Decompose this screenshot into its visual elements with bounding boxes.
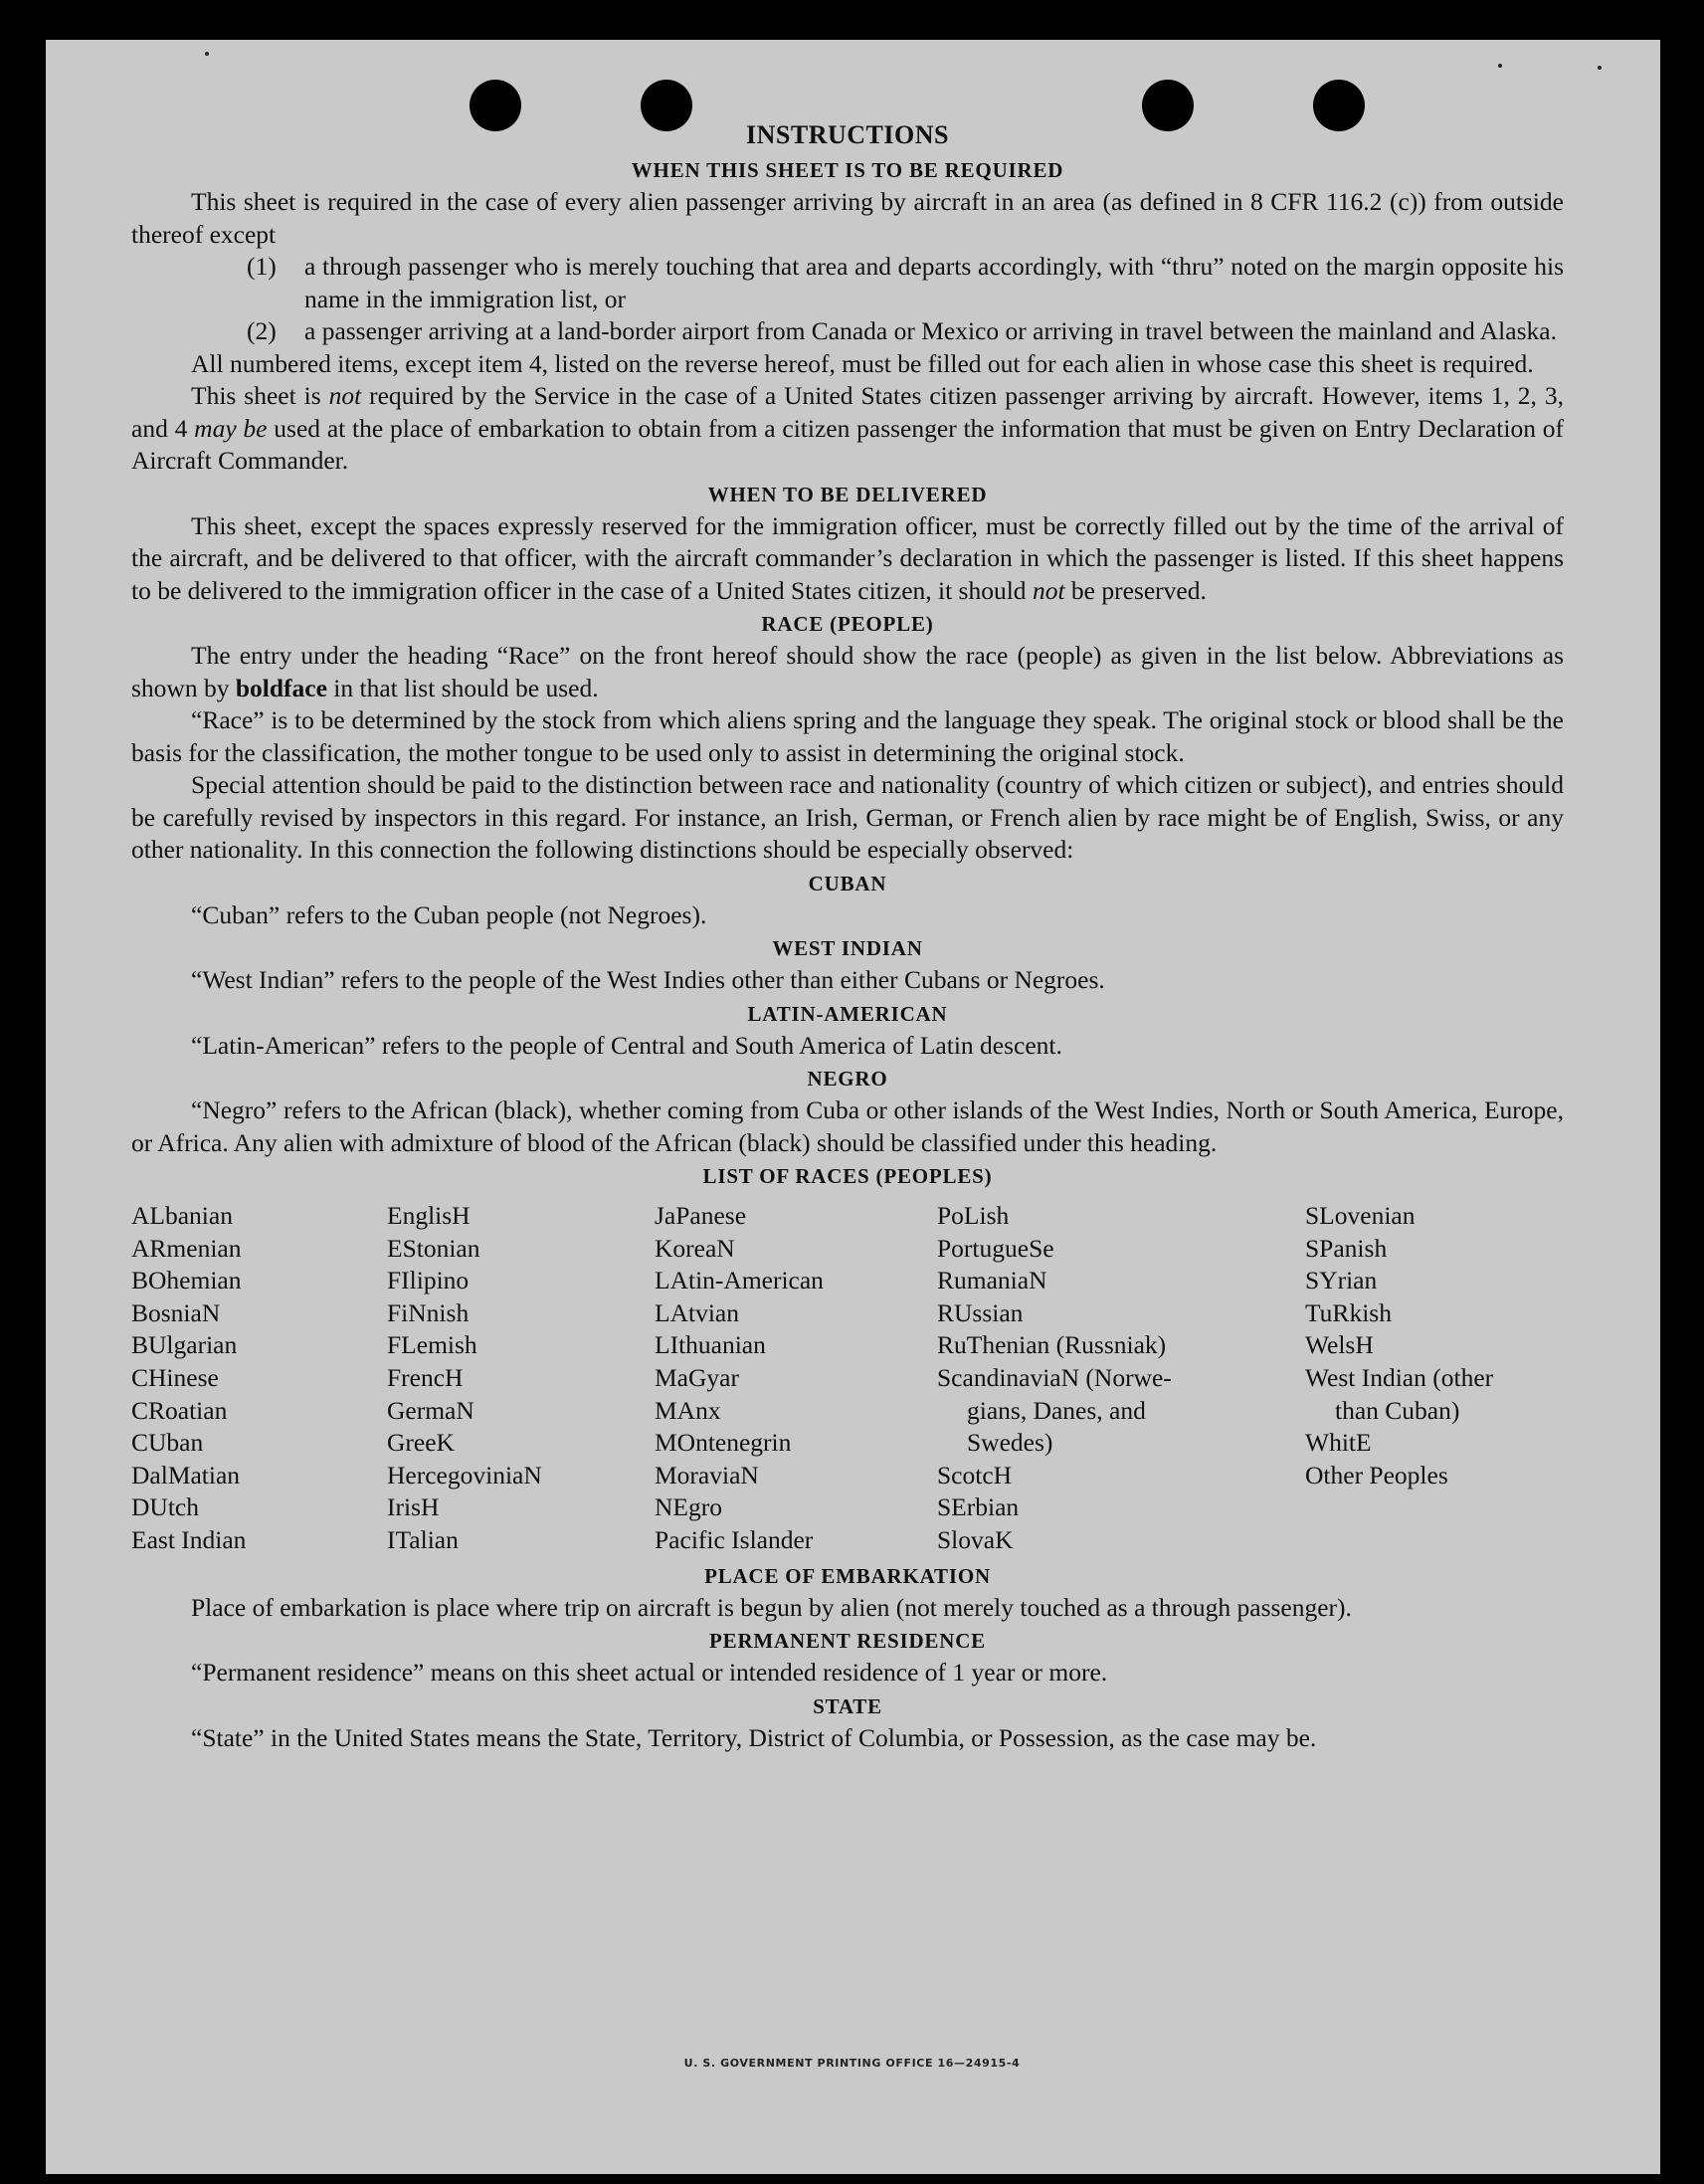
paragraph: This sheet is required in the case of every alien passenger arriving by aircraft in an area (as defined in 8 CFR 116.2 (c)) from outside thereof except — [131, 187, 1564, 249]
race-entry: CRoatian — [131, 1395, 228, 1425]
race-entry: PoLish — [937, 1201, 1010, 1230]
race-entry: HercegoviniaN — [387, 1460, 542, 1489]
item-number: (1) — [247, 252, 277, 281]
race-entry: EStonian — [387, 1233, 480, 1263]
race-entry: SlovaK — [937, 1524, 1014, 1554]
race-entry: SLovenian — [1305, 1201, 1416, 1230]
section-heading-negro: NEGRO — [807, 1067, 888, 1091]
race-entry: LAtvian — [655, 1297, 739, 1327]
paragraph: Place of embarkation is place where trip on aircraft is begun by alien (not merely touched as a through passenger). — [191, 1592, 1352, 1622]
races-list — [131, 1200, 1564, 1557]
bold-text: boldface — [235, 673, 327, 702]
paragraph: Special attention should be paid to the distinction between race and nationality (country of which citizen or subject), and entries should be carefully revised by inspectors in this regard. For instance, an Irish, German, or French alien by race might be of English, Swiss, or any other nationality. In this connection the following distinctions should be especially observed: — [131, 770, 1564, 864]
speck — [1498, 64, 1502, 68]
races-column — [387, 1200, 655, 1557]
section-heading-state: STATE — [813, 1693, 882, 1718]
race-entry: BosniaN — [131, 1297, 221, 1327]
text-run: be preserved. — [1064, 575, 1207, 605]
race-entry: RUssian — [937, 1297, 1024, 1327]
race-entry: FLemish — [387, 1330, 477, 1360]
section-heading-cuban: CUBAN — [808, 871, 887, 895]
race-entry: SPanish — [1305, 1233, 1388, 1263]
races-column — [655, 1200, 937, 1557]
paragraph: All numbered items, except item 4, listed on the reverse hereof, must be filled out for each alien in whose case this sheet is required. — [191, 348, 1534, 378]
race-entry: MOntenegrin — [655, 1428, 792, 1458]
race-entry: LIthuanian — [655, 1330, 766, 1360]
race-entry: GreeK — [387, 1428, 455, 1458]
race-entry: RumaniaN — [937, 1266, 1047, 1295]
race-entry: RuThenian (Russniak) — [937, 1330, 1167, 1360]
race-entry-continuation: gians, Danes, and — [967, 1395, 1146, 1425]
section-heading-when-required: WHEN THIS SHEET IS TO BE REQUIRED — [631, 158, 1064, 182]
text-run: The entry under the heading “Race” on the front hereof should show the race (people) as given in the list below. Abbreviations as shown by — [131, 641, 1564, 702]
section-heading-latin-american: LATIN-AMERICAN — [747, 1001, 948, 1026]
race-entry: East Indian — [131, 1524, 247, 1554]
paragraph — [131, 640, 1564, 704]
race-entry-continuation: Swedes) — [967, 1428, 1053, 1458]
race-entry: CUban — [131, 1428, 204, 1458]
section-heading-place-of-embarkation: PLACE OF EMBARKATION — [704, 1563, 991, 1588]
text-run: in that list should be used. — [326, 673, 599, 702]
race-entry: FiNnish — [387, 1297, 470, 1327]
instructions-content — [131, 117, 1564, 1754]
item-text: a through passenger who is merely touching that area and departs accordingly, with “thru” noted on the margin opposite his name in the immigration list, or — [304, 252, 1564, 313]
item-number: (2) — [247, 316, 277, 345]
race-entry: MoraviaN — [655, 1460, 759, 1489]
section-heading-list-of-races: LIST OF RACES (PEOPLES) — [702, 1164, 993, 1188]
race-entry: ARmenian — [131, 1233, 242, 1263]
speck — [205, 52, 209, 56]
race-entry: BUlgarian — [131, 1330, 238, 1360]
paragraph: “Race” is to be determined by the stock from which aliens spring and the language they speak. The original stock or blood shall be the basis for the classification, the mother tongue to be used only to assist in determining the original stock. — [131, 705, 1564, 767]
speck — [1598, 66, 1602, 70]
race-entry: MAnx — [655, 1395, 721, 1425]
race-entry: NEgro — [655, 1492, 722, 1522]
list-item — [247, 251, 1564, 315]
race-entry: JaPanese — [655, 1201, 747, 1230]
race-entry: BOhemian — [131, 1266, 242, 1295]
race-entry: FIlipino — [387, 1266, 470, 1295]
paragraph — [131, 380, 1564, 478]
text-run: used at the place of embarkation to obtain from a citizen passenger the information that must be given on Entry Declaration of Aircraft Commander. — [131, 413, 1564, 475]
race-entry: WelsH — [1305, 1330, 1374, 1360]
race-entry: ITalian — [387, 1524, 459, 1554]
race-entry: DalMatian — [131, 1460, 241, 1489]
section-heading-permanent-residence: PERMANENT RESIDENCE — [709, 1629, 986, 1654]
race-entry: WhitE — [1305, 1428, 1372, 1458]
paragraph: “West Indian” refers to the people of the West Indies other than either Cubans or Negroes. — [191, 965, 1105, 994]
race-entry: IrisH — [387, 1492, 440, 1522]
race-entry: DUtch — [131, 1492, 199, 1522]
race-entry: KoreaN — [655, 1233, 735, 1263]
paragraph: “Permanent residence” means on this sheet actual or intended residence of 1 year or more. — [191, 1658, 1108, 1688]
race-entry: ScotcH — [937, 1460, 1013, 1489]
race-entry: FrencH — [387, 1362, 464, 1392]
race-entry: PortugueSe — [937, 1233, 1054, 1263]
paragraph: “Latin-American” refers to the people of Central and South America of Latin descent. — [191, 1030, 1062, 1060]
paragraph: “Cuban” refers to the Cuban people (not Negroes). — [191, 899, 707, 929]
race-entry: EnglisH — [387, 1201, 471, 1230]
race-entry: TuRkish — [1305, 1297, 1392, 1327]
italic-text: not — [1032, 575, 1065, 605]
race-entry: LAtin-American — [655, 1266, 824, 1295]
text-run: This sheet is — [191, 381, 329, 410]
printing-office-imprint: U. S. GOVERNMENT PRINTING OFFICE 16—24915-4 — [683, 2057, 1021, 2070]
race-entry: SYrian — [1305, 1266, 1378, 1295]
italic-text: not — [328, 381, 362, 410]
race-entry: ALbanian — [131, 1201, 233, 1230]
text-run: This sheet, except the spaces expressly reserved for the immigration officer, must be correctly filled out by the time of the arrival of the aircraft, and be delivered to that officer, with the aircraft commander’s declaration in which the passenger is listed. If this sheet happens to be delivered to the immigration officer in the case of a United States citizen, it should — [131, 510, 1564, 605]
italic-text: may be — [194, 413, 268, 443]
race-entry: CHinese — [131, 1362, 219, 1392]
races-column — [937, 1200, 1305, 1557]
race-entry: Pacific Islander — [655, 1524, 814, 1554]
item-text: a passenger arriving at a land-border airport from Canada or Mexico or arriving in travel between the mainland and Alaska. — [304, 316, 1557, 345]
races-column — [131, 1200, 387, 1557]
race-entry: GermaN — [387, 1395, 474, 1425]
races-column — [1305, 1200, 1564, 1557]
section-heading-race: RACE (PEOPLE) — [761, 612, 934, 636]
section-heading-west-indian: WEST INDIAN — [772, 936, 923, 960]
paragraph: “Negro” refers to the African (black), whether coming from Cuba or other islands of the West Indies, North or South America, Europe, or Africa. Any alien with admixture of blood of the African (black) should be classified under this heading. — [131, 1095, 1564, 1157]
race-entry: SErbian — [937, 1492, 1020, 1522]
page-title: INSTRUCTIONS — [746, 120, 949, 149]
race-entry: Other Peoples — [1305, 1460, 1448, 1489]
race-entry-continuation: than Cuban) — [1335, 1395, 1460, 1425]
paragraph: “State” in the United States means the State, Territory, District of Columbia, or Possession, as the case may be. — [191, 1722, 1317, 1752]
race-entry: West Indian (other — [1305, 1362, 1494, 1392]
paragraph — [131, 510, 1564, 608]
section-heading-when-delivered: WHEN TO BE DELIVERED — [707, 482, 988, 506]
race-entry: MaGyar — [655, 1362, 739, 1392]
text-run: required by the Service in the case of a United States citizen passenger arriving by aircraft. However, items 1, 2, 3, and 4 — [131, 381, 1564, 443]
race-entry: ScandinaviaN (Norwe- — [937, 1362, 1172, 1392]
list-item — [247, 315, 1564, 348]
